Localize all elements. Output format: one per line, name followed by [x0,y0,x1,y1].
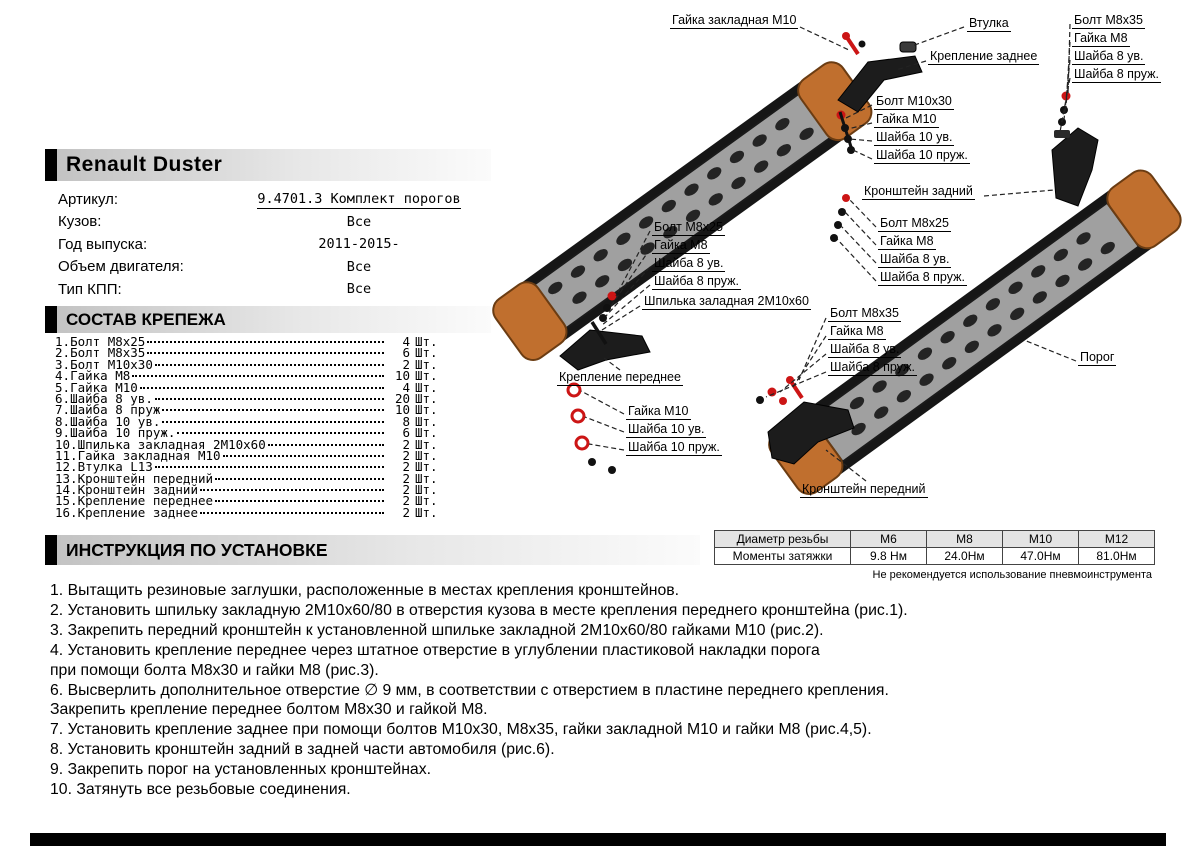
part-name: Шайба 8 пруж [70,402,161,418]
part-name: Втулка L13 [77,459,153,475]
torque-value-row [715,548,1155,565]
part-qty: 10 [394,368,410,384]
part-name: Шайба 10 пруж. [70,425,176,441]
attr-value: 2011-2015- [318,236,400,253]
diagram-callout: Шайба 8 ув. [1074,49,1144,63]
diagram-callout: Шайба 10 ув. [876,130,953,144]
part-qty: 2 [402,447,410,463]
front-attachment-bracket [560,330,650,370]
diagram-callout: Болт М8х25 [654,220,723,234]
attr-label: Кузов: [58,213,102,231]
dot-leader [162,409,384,411]
attr-label: Тип КПП: [58,280,122,298]
installation-instructions [50,581,1180,800]
product-title: Renault Duster [66,153,223,176]
part-unit: Шт. [415,413,438,429]
part-name: Крепление заднее [77,504,198,520]
dot-leader [132,375,384,377]
instruction-line: 1. Вытащить резиновые заглушки, расположенные в местах крепления кронштейнов. [50,582,680,599]
part-qty: 8 [402,413,410,429]
part-unit: Шт. [415,356,438,372]
diagram-callout: Порог [1080,350,1115,364]
attr-row [58,233,490,256]
attr-row [58,188,490,211]
torque-header-row [715,531,1155,548]
dot-leader [177,432,384,434]
part-qty: 6 [402,345,410,361]
part-unit: Шт. [415,436,438,452]
part-name: Шайба 10 ув. [70,413,161,429]
dot-leader [147,341,384,343]
dot-leader [140,387,384,389]
part-unit: Шт. [415,493,438,509]
hardware-section-bar [45,306,491,333]
diagram-callout: Гайка М10 [628,404,689,418]
part-num: 2. [55,345,71,361]
hardware-section-title: СОСТАВ КРЕПЕЖА [66,309,226,329]
hardware-list [55,336,447,518]
torque-cell: М12 [1079,531,1155,548]
rear-bracket [1052,128,1098,206]
torque-cell: М8 [927,531,1003,548]
part-num: 8. [55,413,71,429]
part-row [55,504,447,520]
attr-value: Все [346,258,372,275]
instructions-title: ИНСТРУКЦИЯ ПО УСТАНОВКЕ [66,539,328,560]
instruction-line: 3. Закрепить передний кронштейн к установленной шпильке закладной 2М10х60/80 гайками М10 (рис.2). [50,621,824,639]
torque-table [714,530,1155,565]
part-unit: Шт. [415,470,438,486]
diagram-callout: Шайба 10 ув. [628,422,705,436]
dot-leader [155,466,384,468]
part-num: 9. [55,425,71,441]
torque-cell: Диаметр резьбы [715,531,851,548]
part-unit: Шт. [415,425,438,441]
attr-value: Все [346,281,372,298]
diagram-callout: Болт М8х25 [880,216,949,230]
instruction-line: 8. Установить кронштейн задний в задней части автомобиля (рис.6). [50,741,555,759]
diagram-callout: Шайба 8 пруж. [830,360,915,374]
part-qty: 20 [394,390,410,406]
dot-leader [200,489,384,491]
diagram-callout: Болт М8х35 [1074,13,1143,27]
dot-leader [215,478,384,480]
part-qty: 6 [402,425,410,441]
diagram-callout: Гайка закладная М10 [672,13,797,27]
instruction-line: 9. Закрепить порог на установленных кронштейнах. [50,761,431,779]
diagram-callout: Втулка [969,16,1009,30]
part-name: Кронштейн передний [77,470,214,486]
instruction-line: 2. Установить шпильку закладную 2М10х60/80 в отверстия кузова в месте крепления переднего кронштейна (рис.1). [50,601,908,619]
attr-row [58,211,490,234]
part-unit: Шт. [415,447,438,463]
part-num: 5. [55,379,71,395]
footer-bar [30,833,1166,846]
part-name: Болт М8х25 [70,334,146,349]
product-title-bar [45,149,491,181]
diagram-callout: Шайба 8 пруж. [654,274,739,288]
attr-value-text: 9.4701.3 Комплект порогов [257,191,461,208]
part-unit: Шт. [415,504,438,520]
torque-cell: 9.8 Нм [851,548,927,565]
instruction-line: 7. Установить крепление заднее при помощи болтов М10х30, М8х35, гайки закладной М10 и гайки М8 (рис.4,5). [50,721,872,739]
instruction-line: 4. Установить крепление переднее через штатное отверстие в углублении пластиковой накладки порога [50,641,820,659]
diagram-callout: Гайка М8 [830,324,884,338]
part-unit: Шт. [415,334,438,349]
part-qty: 2 [402,436,410,452]
attr-value: Все [346,213,372,230]
diagram-callout: Шайба 8 пруж. [1074,67,1159,81]
pneumatic-tool-note: Не рекомендуется использование пневмоинструмента [872,569,1152,581]
product-attributes [58,188,490,301]
running-board-lower [764,165,1187,500]
diagram-callout: Кронштейн задний [864,184,973,198]
part-qty: 2 [402,482,410,498]
part-unit: Шт. [415,345,438,361]
torque-cell: М10 [1003,531,1079,548]
attr-row [58,256,490,279]
part-num: 13. [55,470,78,486]
instruction-line: 6. Высверлить дополнительное отверстие ∅ 9 мм, в соответствии с отверстием в пластине переднего крепления. [50,681,889,699]
instruction-line: 10. Затянуть все резьбовые соединения. [50,781,351,799]
attr-label: Артикул: [58,190,119,208]
dot-leader [200,512,384,514]
diagram-callout: Болт М10х30 [876,94,952,108]
diagram-callout: Гайка М8 [1074,31,1128,45]
part-name: Крепление переднее [77,493,214,509]
part-num: 16. [55,504,78,520]
diagram-callout: Шайба 8 ув. [830,342,900,356]
attr-value [228,191,490,207]
diagram-callout: Шайба 8 ув. [654,256,724,270]
part-name: Болт М8х35 [70,345,146,361]
diagram-callout: Гайка М8 [880,234,934,248]
attr-label: Объем двигателя: [58,258,184,276]
instructions-section-bar [45,535,700,565]
diagram-callout: Болт М8х35 [830,306,899,320]
part-unit: Шт. [415,482,438,498]
dot-leader [223,455,384,457]
part-num: 7. [55,402,71,418]
part-unit: Шт. [415,402,438,418]
part-qty: 10 [394,402,410,418]
diagram-callout: Шпилька заладная 2М10х60 [644,294,809,308]
part-name: Шайба 8 ув. [70,390,153,406]
dot-leader [268,444,384,446]
part-num: 10. [55,436,78,452]
part-name: Болт М10х30 [70,356,153,372]
diagram-callout: Шайба 10 пруж. [876,148,968,162]
diagram-callout: Шайба 8 ув. [880,252,950,266]
part-num: 12. [55,459,78,475]
part-qty: 2 [402,356,410,372]
part-unit: Шт. [415,368,438,384]
part-unit: Шт. [415,459,438,475]
part-num: 11. [55,447,78,463]
torque-cell: 81.0Нм [1079,548,1155,565]
dot-leader [155,364,384,366]
attr-label: Год выпуска: [58,235,148,253]
diagram-callout: Крепление переднее [559,370,681,384]
part-qty: 2 [402,459,410,475]
part-qty: 4 [402,334,410,349]
dot-leader [162,421,384,423]
part-name: Гайка закладная М10 [77,447,221,463]
diagram-callout: Гайка М10 [876,112,937,126]
dot-leader [147,352,384,354]
diagram-callout: Крепление заднее [930,49,1038,63]
part-name: Гайка М10 [70,379,138,395]
part-qty: 2 [402,504,410,520]
part-num: 14. [55,482,78,498]
part-name: Гайка М8 [70,368,131,384]
part-qty: 4 [402,379,410,395]
dot-leader [155,398,384,400]
part-unit: Шт. [415,390,438,406]
torque-cell: 24.0Нм [927,548,1003,565]
part-name: Кронштейн задний [77,482,198,498]
part-qty: 2 [402,470,410,486]
attr-row [58,278,490,301]
dot-leader [215,500,384,502]
diagram-callout: Шайба 8 пруж. [880,270,965,284]
part-num: 15. [55,493,78,509]
torque-cell: М6 [851,531,927,548]
torque-cell: 47.0Нм [1003,548,1079,565]
part-num: 3. [55,356,71,372]
part-num: 4. [55,368,71,384]
diagram-callout: Кронштейн передний [802,482,926,496]
instruction-line: при помощи болта М8х30 и гайки М8 (рис.3). [50,661,379,679]
instruction-line: Закрепить крепление переднее болтом М8х30 и гайкой М8. [50,701,488,719]
part-num: 1. [55,334,71,349]
part-qty: 2 [402,493,410,509]
torque-cell: Моменты затяжки [715,548,851,565]
part-name: Шпилька закладная 2М10х60 [77,436,266,452]
running-board-upper [488,57,877,366]
part-num: 6. [55,390,71,406]
part-unit: Шт. [415,379,438,395]
diagram-callout: Гайка М8 [654,238,708,252]
diagram-callout: Шайба 10 пруж. [628,440,720,454]
